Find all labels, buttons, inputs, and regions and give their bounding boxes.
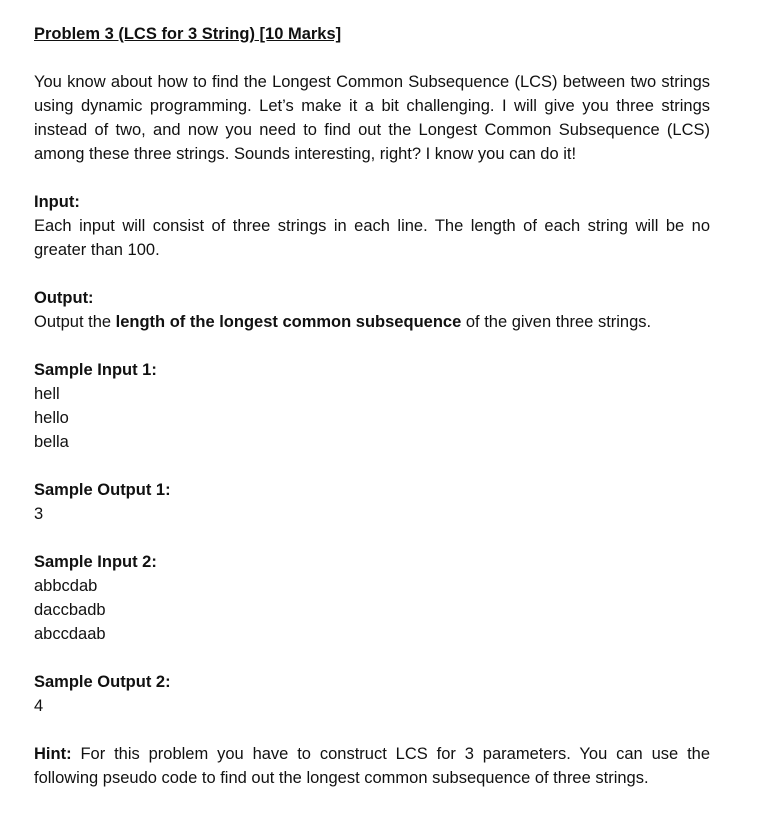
document <box>34 22 710 814</box>
input-heading: Input: <box>34 193 80 211</box>
sample-input-1-section <box>34 358 710 454</box>
sample-input-1-line: bella <box>34 433 69 451</box>
output-description <box>34 310 710 334</box>
sample-input-1-heading: Sample Input 1: <box>34 361 157 379</box>
sample-output-1-section <box>34 478 710 526</box>
sample-input-2-heading: Sample Input 2: <box>34 553 157 571</box>
input-description: Each input will consist of three strings in each line. The length of each string will be no greater than 100. <box>34 217 710 259</box>
output-text-bold: length of the longest common subsequence <box>115 313 462 331</box>
sample-output-2-section <box>34 670 710 718</box>
sample-input-2-line: abbcdab <box>34 577 98 595</box>
output-text-after: of the given three strings. <box>461 313 652 331</box>
sample-output-1-value: 3 <box>34 505 44 523</box>
hint-label: Hint: <box>34 745 72 763</box>
sample-input-2-line: daccbadb <box>34 601 106 619</box>
output-heading: Output: <box>34 289 94 307</box>
intro-paragraph: You know about how to find the Longest Common Subsequence (LCS) between two strings using dynamic programming. Let’s make it a bit challenging. I will give you three strings instead of two, and now you need to find out the Longest Common Subsequence (LCS) among these three strings. Sounds interesting, right? I know you can do it! <box>34 73 710 163</box>
sample-output-1-heading: Sample Output 1: <box>34 481 171 499</box>
input-section <box>34 190 710 262</box>
output-section <box>34 286 710 334</box>
hint-paragraph <box>34 742 710 790</box>
hint-text: For this problem you have to construct LCS for 3 parameters. You can use the following pseudo code to find out the longest common subsequence of three strings. <box>34 745 710 787</box>
sample-input-2-section <box>34 550 710 646</box>
problem-title: Problem 3 (LCS for 3 String) [10 Marks] <box>34 25 342 43</box>
output-text-before: Output the <box>34 313 116 331</box>
sample-output-2-value: 4 <box>34 697 44 715</box>
sample-output-2-heading: Sample Output 2: <box>34 673 171 691</box>
sample-input-1-line: hello <box>34 409 69 427</box>
sample-input-2-line: abccdaab <box>34 625 106 643</box>
sample-input-1-line: hell <box>34 385 60 403</box>
